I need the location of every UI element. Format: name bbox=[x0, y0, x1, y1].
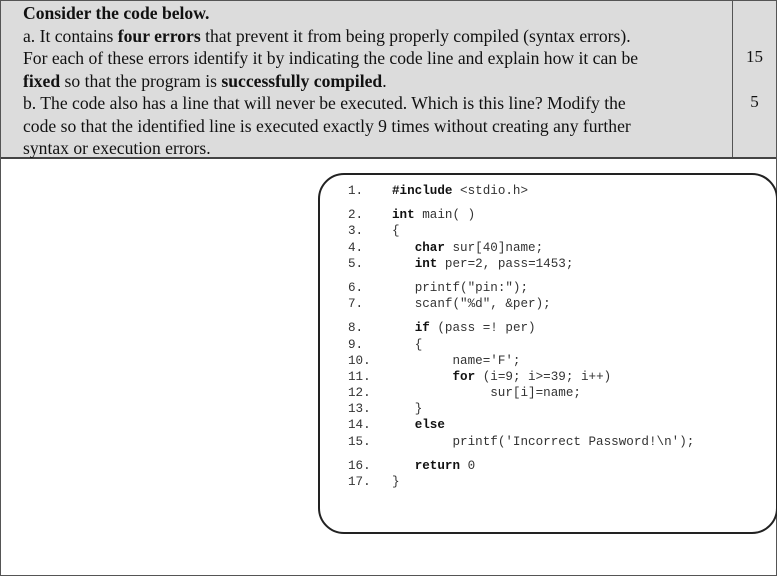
line-number: 16. bbox=[348, 458, 371, 473]
code-text: for (i=9; i>=39; i++) bbox=[452, 369, 612, 384]
code-text: int per=2, pass=1453; bbox=[414, 256, 574, 271]
code-text: printf("pin:"); bbox=[414, 280, 529, 295]
code-text: if (pass =! per) bbox=[414, 321, 536, 336]
line-number: 14. bbox=[348, 418, 371, 433]
mark-part-b: 5 bbox=[750, 92, 759, 111]
line-number: 15. bbox=[348, 434, 371, 449]
code-keyword: int bbox=[392, 208, 415, 223]
code-text: return 0 bbox=[414, 458, 476, 473]
line-number: 1. bbox=[348, 184, 364, 198]
line-number: 12. bbox=[348, 386, 371, 401]
code-text: } bbox=[414, 402, 423, 417]
marks-column bbox=[733, 1, 776, 157]
part-a-line1: a. It contains four errors that prevent it from being properly compiled (syntax errors). bbox=[23, 25, 631, 46]
line-number: 13. bbox=[348, 402, 371, 417]
code-text: printf('Incorrect Password!\n'); bbox=[452, 434, 695, 449]
mark-part-a: 15 bbox=[746, 47, 763, 66]
code-text: int main( ) bbox=[392, 208, 476, 223]
code-keyword: for bbox=[452, 369, 476, 384]
code-text: char sur[40]name; bbox=[414, 240, 544, 255]
code-text: { bbox=[392, 224, 400, 239]
part-a-line3: fixed so that the program is successfully compiled. bbox=[23, 70, 387, 91]
question-header-row bbox=[1, 1, 776, 159]
part-b-line2: code so that the identified line is executed exactly 9 times without creating any further bbox=[23, 115, 631, 136]
line-number: 4. bbox=[348, 240, 364, 255]
code-text: } bbox=[392, 475, 400, 489]
line-number: 5. bbox=[348, 256, 364, 271]
line-number: 10. bbox=[348, 353, 371, 368]
code-text: { bbox=[414, 337, 423, 352]
line-number: 3. bbox=[348, 224, 364, 239]
code-text: name='F'; bbox=[452, 353, 521, 368]
part-b-line1: b. The code also has a line that will never be executed. Which is this line? Modify the bbox=[23, 93, 626, 113]
line-number: 6. bbox=[348, 280, 364, 295]
line-number: 2. bbox=[348, 208, 364, 223]
code-keyword: int bbox=[414, 256, 438, 271]
question-title: Consider the code below. bbox=[23, 3, 210, 23]
code-text: sur[i]=name; bbox=[490, 386, 581, 401]
line-number: 11. bbox=[348, 369, 371, 384]
line-number: 17. bbox=[348, 475, 371, 489]
code-text: scanf("%d", &per); bbox=[414, 297, 551, 312]
part-b-line3: syntax or execution errors. bbox=[23, 138, 211, 158]
part-a-line2: For each of these errors identify it by indicating the code line and explain how it can be bbox=[23, 48, 639, 68]
line-number: 9. bbox=[348, 337, 364, 352]
code-keyword: if bbox=[414, 321, 430, 336]
code-keyword: else bbox=[414, 418, 445, 433]
line-number: 8. bbox=[348, 321, 364, 336]
line-number: 7. bbox=[348, 297, 364, 312]
code-text bbox=[392, 417, 445, 433]
code-keyword: #include bbox=[392, 184, 453, 198]
question-cell bbox=[1, 1, 733, 157]
code-text: #include <stdio.h> bbox=[392, 184, 529, 198]
code-keyword: char bbox=[414, 240, 445, 255]
code-box bbox=[318, 173, 777, 534]
question-text bbox=[23, 2, 723, 160]
code-keyword: return bbox=[414, 458, 461, 473]
